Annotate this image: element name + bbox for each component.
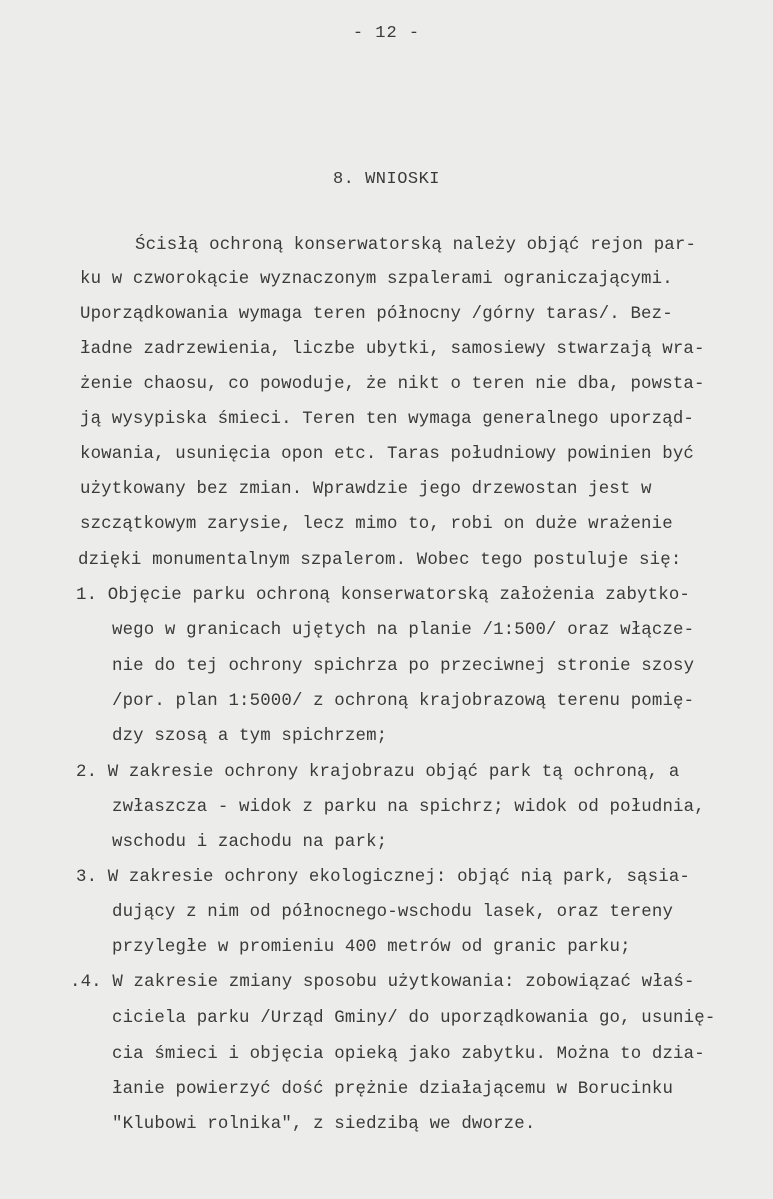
list-item-1-line: dzy szosą a tym spichrzem; — [112, 727, 388, 746]
list-item-4-line: łanie powierzyć dość prężnie działającemu w Borucinku — [112, 1080, 674, 1099]
list-item-1-line: 1. Objęcie parku ochroną konserwatorską założenia zabytko- — [76, 586, 690, 605]
page-number: - 12 - — [352, 24, 421, 43]
list-item-1-line: nie do tej ochrony spichrza po przeciwnej stronie szosy — [112, 657, 695, 676]
text-line: Ścisłą ochroną konserwatorską należy objąć rejon par- — [135, 236, 697, 255]
text-line: kowania, usunięcia opon etc. Taras południowy powinien być — [80, 445, 694, 464]
list-item-4-line: .4. W zakresie zmiany sposobu użytkowania: zobowiązać właś- — [70, 973, 695, 992]
text-line: ładne zadrzewienia, liczbe ubytki, samosiewy stwarzają wra- — [80, 340, 705, 359]
list-item-2-line: wschodu i zachodu na park; — [112, 833, 388, 852]
text-line: użytkowany bez zmian. Wprawdzie jego drzewostan jest w — [80, 480, 652, 499]
text-line: Uporządkowania wymaga teren północny /górny taras/. Bez- — [80, 305, 673, 324]
text-line: dzięki monumentalnym szpalerom. Wobec tego postuluje się: — [78, 551, 682, 570]
list-item-1-line: wego w granicach ujętych na planie /1:500/ oraz włącze- — [112, 621, 695, 640]
list-item-2-line: zwłaszcza - widok z parku na spichrz; widok od południa, — [112, 798, 705, 817]
text-line: ku w czworokącie wyznaczonym szpalerami ograniczającymi. — [80, 270, 673, 289]
list-item-4-line: "Klubowi rolnika", z siedzibą we dworze. — [112, 1115, 536, 1134]
list-item-4-line: ciciela parku /Urząd Gminy/ do uporządkowania go, usunię- — [112, 1009, 716, 1028]
list-item-2-line: 2. W zakresie ochrony krajobrazu objąć park tą ochroną, a — [76, 763, 680, 782]
text-line: ją wysypiska śmieci. Teren ten wymaga generalnego uporząd- — [80, 410, 694, 429]
list-item-3-line: 3. W zakresie ochrony ekologicznej: objąć nią park, sąsia- — [76, 868, 690, 887]
section-title: 8. WNIOSKI — [332, 170, 441, 189]
text-line: szczątkowym zarysie, lecz mimo to, robi on duże wrażenie — [80, 515, 673, 534]
text-line: żenie chaosu, co powoduje, że nikt o teren nie dba, powsta- — [80, 375, 705, 394]
list-item-3-line: przyległe w promieniu 400 metrów od granic parku; — [112, 938, 631, 957]
list-item-3-line: dujący z nim od północnego-wschodu lasek, oraz tereny — [112, 903, 674, 922]
list-item-1-line: /por. plan 1:5000/ z ochroną krajobrazową terenu pomię- — [112, 692, 695, 711]
list-item-4-line: cia śmieci i objęcia opieką jako zabytku. Można to dzia- — [112, 1045, 705, 1064]
